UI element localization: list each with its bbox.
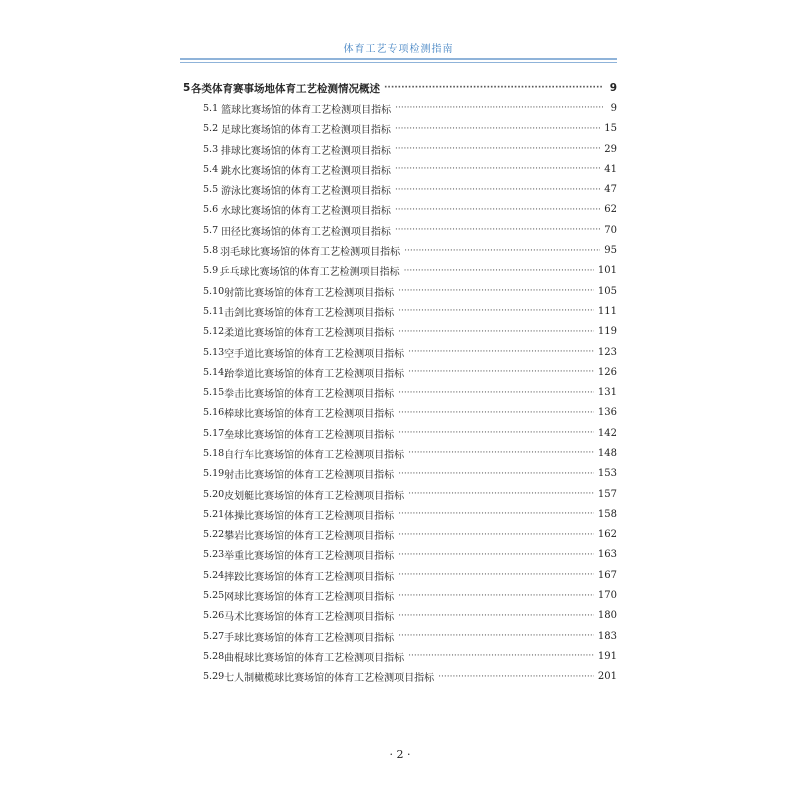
- entry-title: 体操比赛场馆的体育工艺检测项目指标: [224, 510, 395, 522]
- entry-page: 29: [604, 143, 617, 155]
- chapter-title: 各类体育赛事场地体育工艺检测情况概述: [191, 82, 380, 95]
- entry-page: 62: [604, 204, 617, 216]
- entry-number: 5.1: [203, 102, 219, 114]
- entry-number: 5.18: [203, 447, 225, 459]
- toc-entry[interactable]: [183, 362, 617, 382]
- toc-entry[interactable]: [183, 139, 617, 159]
- dot-leader: [398, 408, 594, 418]
- entry-page: 123: [597, 346, 617, 358]
- entry-page: 157: [597, 488, 617, 500]
- entry-title: 曲棍球比赛场馆的体育工艺检测项目指标: [224, 652, 405, 664]
- entry-title: 跆拳道比赛场馆的体育工艺检测项目指标: [224, 368, 405, 380]
- toc-entries: [183, 98, 617, 687]
- table-of-contents: [183, 78, 617, 687]
- entry-number: 5.9: [203, 265, 219, 277]
- entry-page: 142: [597, 427, 617, 439]
- entry-number: 5.10: [203, 285, 225, 297]
- entry-title: 空手道比赛场馆的体育工艺检测项目指标: [224, 348, 405, 360]
- toc-entry[interactable]: [183, 240, 617, 260]
- toc-entry[interactable]: [183, 342, 617, 362]
- entry-page: 180: [597, 610, 617, 622]
- entry-page: 126: [597, 366, 617, 378]
- toc-entry[interactable]: [183, 423, 617, 443]
- toc-entry[interactable]: [183, 281, 617, 301]
- dot-leader: [384, 83, 603, 93]
- dot-leader: [398, 306, 594, 316]
- entry-title: 网球比赛场馆的体育工艺检测项目指标: [224, 592, 395, 604]
- entry-page: 101: [597, 265, 617, 277]
- toc-entry[interactable]: [183, 525, 617, 545]
- toc-entry[interactable]: [183, 322, 617, 342]
- entry-title: 马术比赛场馆的体育工艺检测项目指标: [224, 612, 395, 624]
- entry-number: 5.27: [203, 630, 225, 642]
- entry-number: 5.29: [203, 671, 225, 683]
- entry-title: 射箭比赛场馆的体育工艺检测项目指标: [224, 287, 395, 299]
- entry-title: 棒球比赛场馆的体育工艺检测项目指标: [224, 409, 395, 421]
- toc-entry[interactable]: [183, 484, 617, 504]
- entry-page: 41: [604, 163, 617, 175]
- dot-leader: [398, 286, 594, 296]
- entry-page: 9: [610, 102, 617, 114]
- entry-number: 5.23: [203, 549, 225, 561]
- entry-page: 170: [597, 590, 617, 602]
- toc-entry[interactable]: [183, 504, 617, 524]
- toc-chapter-entry[interactable]: [183, 78, 617, 98]
- entry-title: 羽毛球比赛场馆的体育工艺检测项目指标: [220, 247, 401, 259]
- entry-number: 5.22: [203, 529, 225, 541]
- toc-entry[interactable]: [183, 382, 617, 402]
- dot-leader: [395, 124, 600, 134]
- entry-page: 163: [597, 549, 617, 561]
- dot-leader: [395, 185, 600, 195]
- entry-page: 105: [597, 285, 617, 297]
- footer-page-number: · 2 ·: [389, 748, 411, 761]
- entry-title: 篮球比赛场馆的体育工艺检测项目指标: [221, 104, 392, 116]
- entry-page: 131: [597, 387, 617, 399]
- dot-leader: [395, 164, 600, 174]
- dot-leader: [404, 266, 594, 276]
- entry-title: 攀岩比赛场馆的体育工艺检测项目指标: [224, 531, 395, 543]
- entry-title: 击剑比赛场馆的体育工艺检测项目指标: [224, 307, 395, 319]
- entry-title: 乒乓球比赛场馆的体育工艺检测项目指标: [219, 267, 400, 279]
- entry-title: 举重比赛场馆的体育工艺检测项目指标: [224, 551, 395, 563]
- entry-title: 手球比赛场馆的体育工艺检测项目指标: [224, 632, 395, 644]
- entry-number: 5.19: [203, 468, 225, 480]
- dot-leader: [398, 611, 594, 621]
- dot-leader: [398, 509, 594, 519]
- toc-entry[interactable]: [183, 179, 617, 199]
- entry-page: 191: [597, 650, 617, 662]
- toc-entry[interactable]: [183, 585, 617, 605]
- entry-page: 70: [604, 224, 617, 236]
- dot-leader: [404, 246, 600, 256]
- toc-entry[interactable]: [183, 646, 617, 666]
- entry-number: 5.6: [203, 204, 219, 216]
- entry-number: 5.28: [203, 650, 225, 662]
- toc-entry[interactable]: [183, 98, 617, 118]
- dot-leader: [408, 448, 594, 458]
- entry-page: 119: [597, 326, 617, 338]
- dot-leader: [408, 489, 594, 499]
- dot-leader: [398, 388, 594, 398]
- dot-leader: [398, 631, 594, 641]
- entry-title: 田径比赛场馆的体育工艺检测项目指标: [220, 226, 391, 238]
- entry-number: 5.14: [203, 366, 225, 378]
- entry-title: 跳水比赛场馆的体育工艺检测项目指标: [220, 165, 391, 177]
- toc-entry[interactable]: [183, 261, 617, 281]
- entry-title: 柔道比赛场馆的体育工艺检测项目指标: [224, 328, 395, 340]
- header-rule-thin: [180, 62, 617, 63]
- dot-leader: [398, 550, 594, 560]
- chapter-page: 9: [609, 82, 617, 95]
- dot-leader: [395, 103, 603, 113]
- dot-leader: [398, 428, 594, 438]
- entry-number: 5.12: [203, 326, 225, 338]
- entry-number: 5.20: [203, 488, 225, 500]
- entry-page: 136: [597, 407, 617, 419]
- entry-page: 47: [604, 184, 617, 196]
- toc-entry[interactable]: [183, 545, 617, 565]
- toc-entry[interactable]: [183, 626, 617, 646]
- entry-title: 自行车比赛场馆的体育工艺检测项目指标: [224, 449, 405, 461]
- entry-number: 5.3: [203, 143, 219, 155]
- entry-title: 皮划艇比赛场馆的体育工艺检测项目指标: [224, 490, 405, 502]
- entry-number: 5.16: [203, 407, 225, 419]
- toc-entry[interactable]: [183, 606, 617, 626]
- entry-title: 拳击比赛场馆的体育工艺检测项目指标: [224, 389, 395, 401]
- entry-title: 七人制橄榄球比赛场馆的体育工艺检测项目指标: [224, 673, 435, 685]
- entry-page: 111: [597, 305, 617, 317]
- entry-title: 垒球比赛场馆的体育工艺检测项目指标: [224, 429, 395, 441]
- toc-entry[interactable]: [183, 443, 617, 463]
- entry-title: 射击比赛场馆的体育工艺检测项目指标: [224, 470, 395, 482]
- dot-leader: [395, 205, 600, 215]
- entry-number: 5.24: [203, 569, 225, 581]
- entry-number: 5.25: [203, 590, 225, 602]
- entry-title: 游泳比赛场馆的体育工艺检测项目指标: [220, 186, 391, 198]
- entry-page: 162: [597, 529, 617, 541]
- toc-entry[interactable]: [183, 301, 617, 321]
- toc-entry[interactable]: [183, 565, 617, 585]
- entry-page: 15: [604, 123, 617, 135]
- entry-number: 5.15: [203, 387, 225, 399]
- dot-leader: [438, 672, 594, 682]
- entry-title: 水球比赛场馆的体育工艺检测项目指标: [220, 206, 391, 218]
- dot-leader: [398, 530, 594, 540]
- toc-entry[interactable]: [183, 119, 617, 139]
- chapter-number: 5: [183, 82, 191, 95]
- entry-number: 5.26: [203, 610, 225, 622]
- entry-page: 158: [597, 508, 617, 520]
- entry-page: 167: [597, 569, 617, 581]
- dot-leader: [398, 570, 594, 580]
- entry-number: 5.11: [203, 305, 225, 317]
- dot-leader: [395, 144, 600, 154]
- header-rule-thick: [180, 58, 617, 60]
- running-head-title: 体育工艺专项检测指南: [343, 44, 454, 55]
- toc-entry[interactable]: [183, 464, 617, 484]
- entry-number: 5.7: [203, 224, 219, 236]
- toc-entry[interactable]: [183, 667, 617, 687]
- entry-number: 5.5: [203, 184, 219, 196]
- entry-page: 201: [597, 671, 617, 683]
- entry-title: 足球比赛场馆的体育工艺检测项目指标: [220, 125, 391, 137]
- dot-leader: [398, 327, 594, 337]
- dot-leader: [408, 347, 594, 357]
- entry-number: 5.8: [203, 245, 219, 257]
- toc-entry[interactable]: [183, 159, 617, 179]
- entry-title: 排球比赛场馆的体育工艺检测项目指标: [220, 145, 391, 157]
- entry-number: 5.4: [203, 163, 219, 175]
- dot-leader: [408, 367, 594, 377]
- toc-entry[interactable]: [183, 403, 617, 423]
- entry-number: 5.2: [203, 123, 219, 135]
- dot-leader: [395, 225, 600, 235]
- entry-number: 5.13: [203, 346, 225, 358]
- dot-leader: [398, 591, 594, 601]
- entry-page: 183: [597, 630, 617, 642]
- entry-page: 148: [597, 447, 617, 459]
- entry-page: 95: [604, 245, 617, 257]
- toc-entry[interactable]: [183, 200, 617, 220]
- toc-entry[interactable]: [183, 220, 617, 240]
- entry-title: 摔跤比赛场馆的体育工艺检测项目指标: [224, 571, 395, 583]
- entry-number: 5.21: [203, 508, 225, 520]
- dot-leader: [408, 651, 594, 661]
- entry-number: 5.17: [203, 427, 225, 439]
- entry-page: 153: [597, 468, 617, 480]
- dot-leader: [398, 469, 594, 479]
